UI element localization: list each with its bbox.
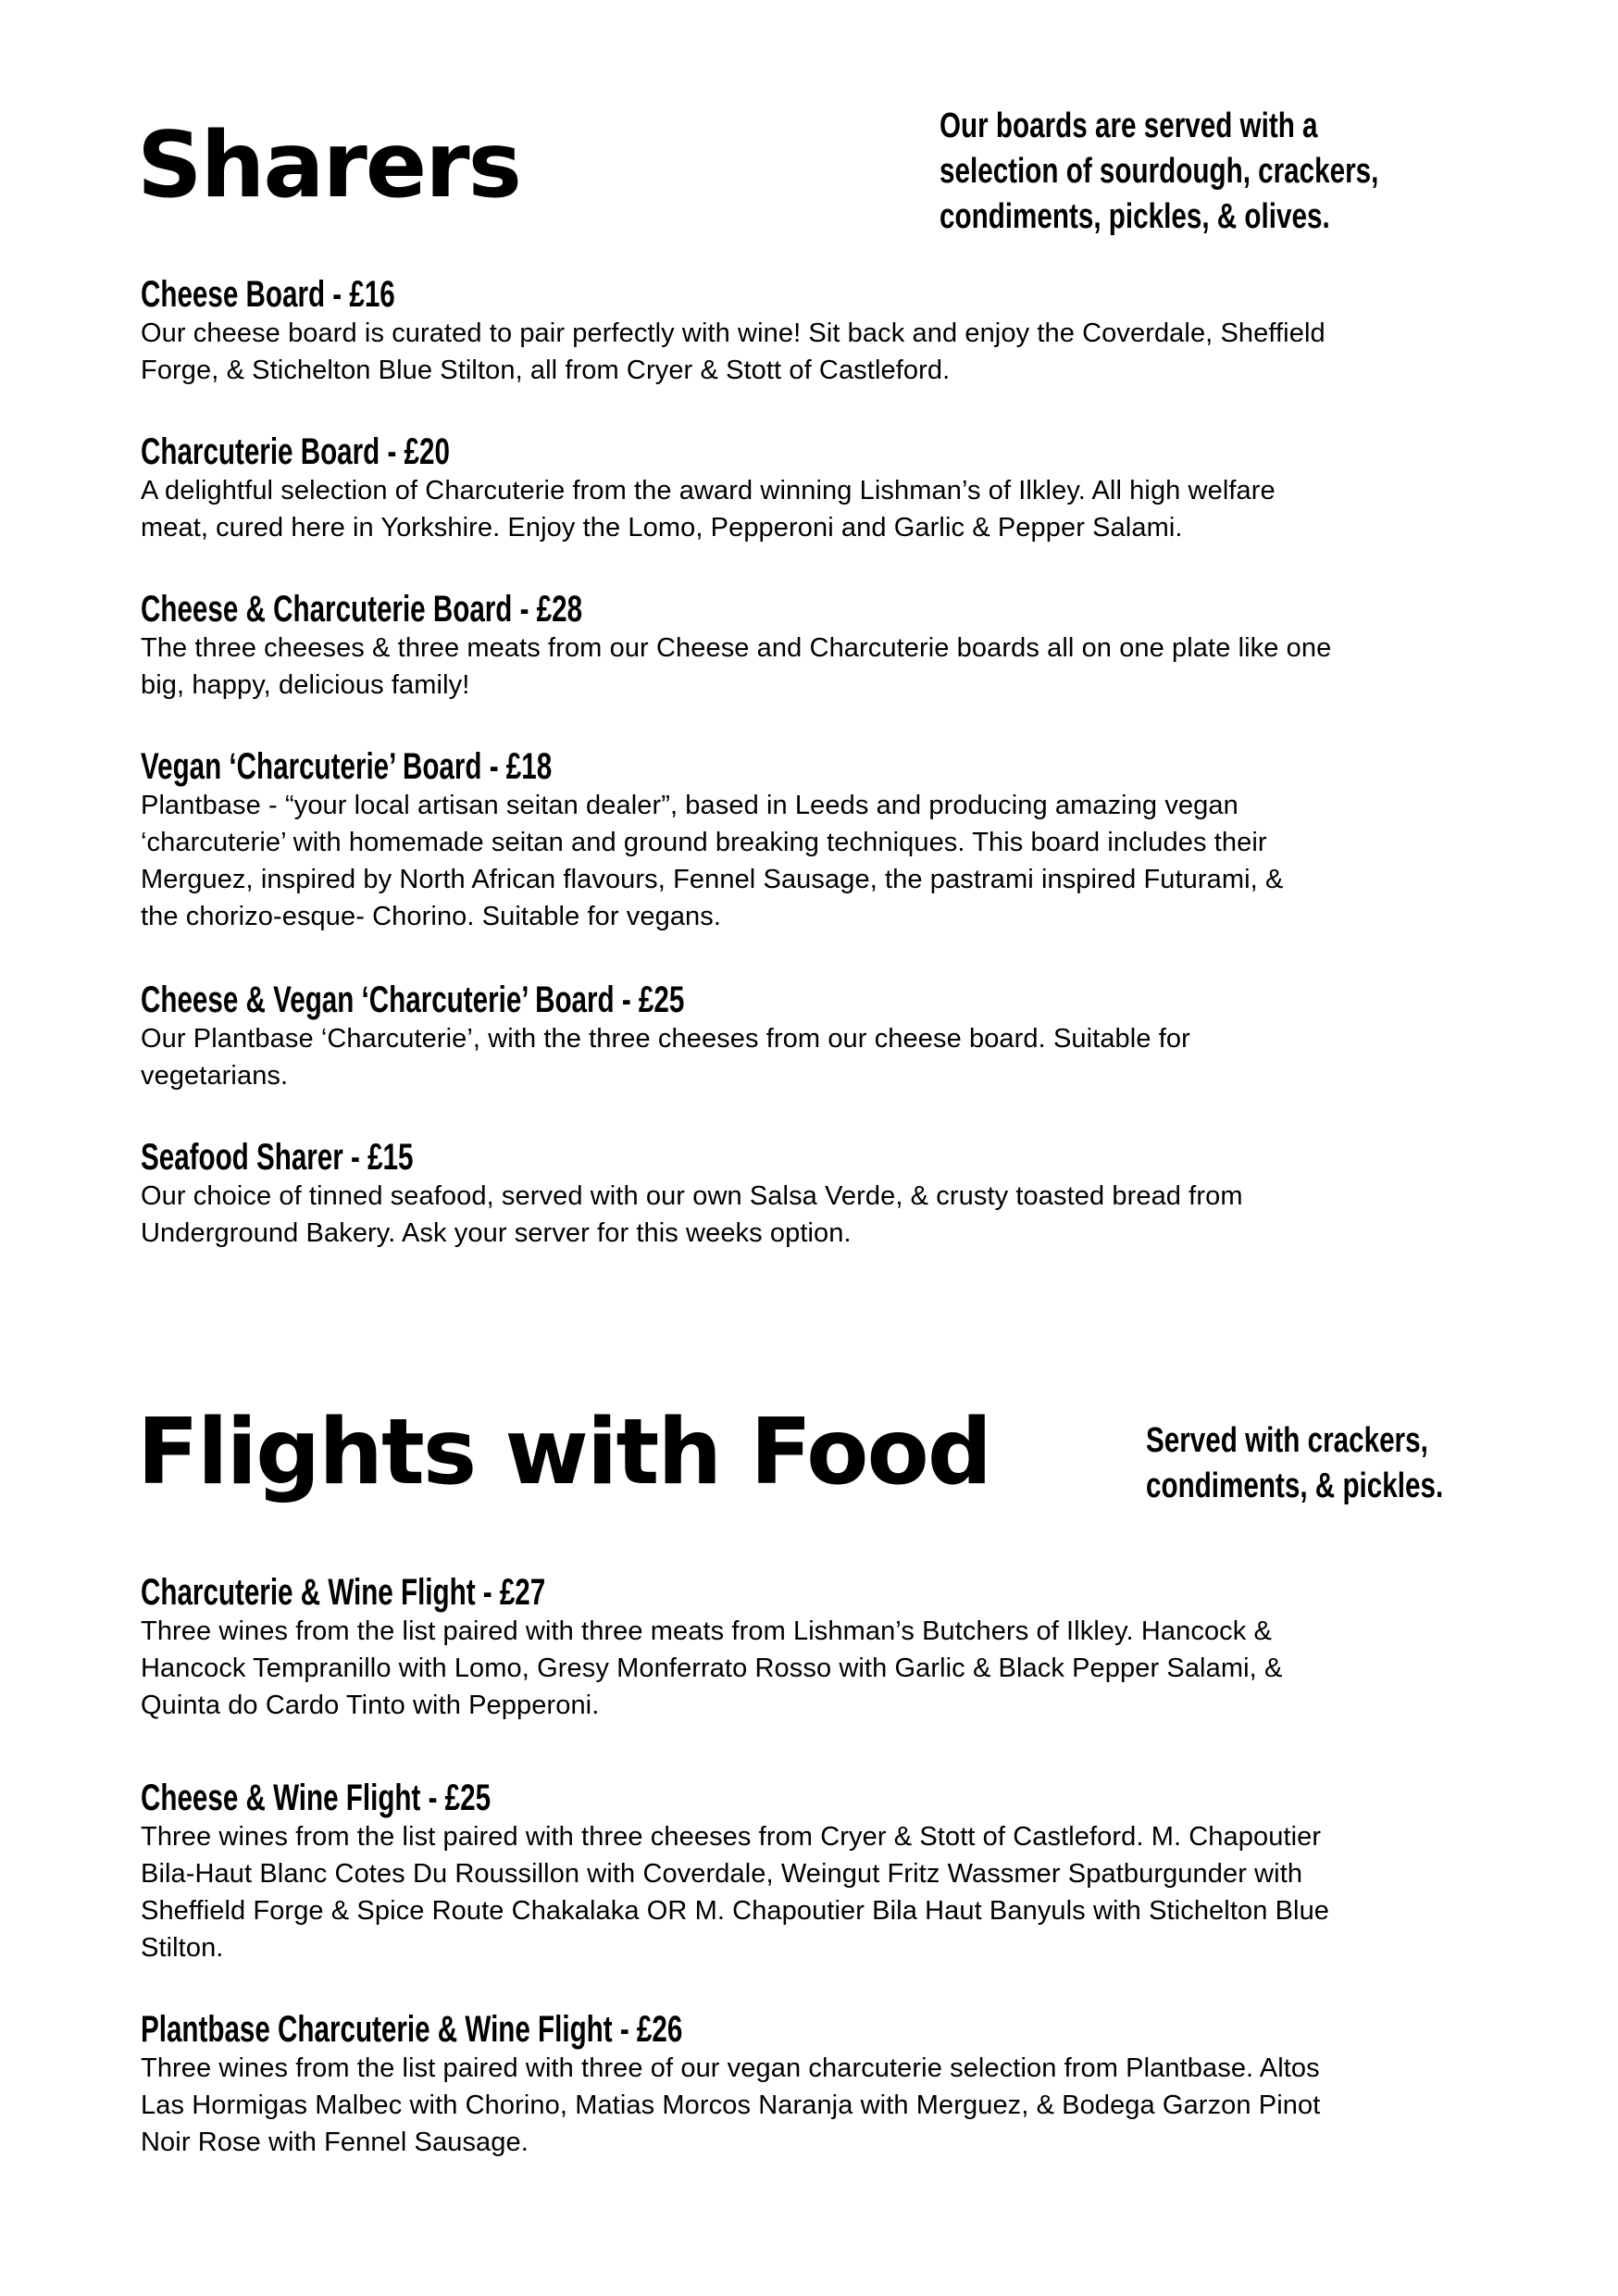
- desc-line: Our Plantbase ‘Charcuterie’, with the three cheeses from our cheese board. Suitable for: [141, 1024, 1190, 1054]
- menu-item-plantbase-wine-flight: [141, 2009, 1492, 2161]
- desc-line: Quinta do Cardo Tinto with Pepperoni.: [141, 1691, 600, 1720]
- item-description: [141, 472, 1492, 546]
- menu-item-cheese-vegan-charcuterie-board: [141, 980, 1492, 1094]
- menu-item-cheese-charcuterie-board: [141, 589, 1492, 704]
- item-title: Cheese Board - £16: [141, 274, 395, 315]
- item-description: [141, 315, 1492, 389]
- menu-item-charcuterie-board: [141, 431, 1492, 546]
- item-title: Charcuterie Board - £20: [141, 431, 450, 472]
- section-title-flights: Flights with Food: [137, 1400, 990, 1505]
- desc-line: Three wines from the list paired with three meats from Lishman’s Butchers of Ilkley. Hancock &: [141, 1616, 1272, 1646]
- desc-line: Noir Rose with Fennel Sausage.: [141, 2128, 529, 2157]
- desc-line: Forge, & Stichelton Blue Stilton, all from Cryer & Stott of Castleford.: [141, 356, 951, 385]
- item-description: [141, 1613, 1492, 1724]
- section-title-sharers: Sharers: [137, 113, 520, 218]
- desc-line: The three cheeses & three meats from our Cheese and Charcuterie boards all on one plate like one: [141, 633, 1332, 663]
- desc-line: the chorizo-esque- Chorino. Suitable for vegans.: [141, 902, 722, 931]
- desc-line: Las Hormigas Malbec with Chorino, Matias Morcos Naranja with Merguez, & Bodega Garzon Pinot: [141, 2090, 1321, 2120]
- desc-line: Sheffield Forge & Spice Route Chakalaka OR M. Chapoutier Bila Haut Banyuls with Stichelton Blue: [141, 1896, 1330, 1926]
- note-line: condiments, pickles, & olives.: [940, 197, 1330, 236]
- menu-item-cheese-board: [141, 274, 1492, 389]
- menu-item-charcuterie-wine-flight: [141, 1572, 1492, 1724]
- note-line: selection of sourdough, crackers,: [940, 152, 1379, 191]
- item-description: [141, 630, 1492, 704]
- menu-item-cheese-wine-flight: [141, 1778, 1492, 1966]
- desc-line: Merguez, inspired by North African flavours, Fennel Sausage, the pastrami inspired Futurami, &: [141, 865, 1284, 894]
- note-line: Served with crackers,: [1146, 1421, 1428, 1460]
- item-title: Plantbase Charcuterie & Wine Flight - £26: [141, 2009, 683, 2050]
- desc-line: big, happy, delicious family!: [141, 670, 470, 700]
- item-title: Cheese & Wine Flight - £25: [141, 1778, 492, 1818]
- section-note-flights: [1146, 1418, 1443, 1509]
- item-title: Seafood Sharer - £15: [141, 1137, 414, 1178]
- item-description: [141, 1178, 1492, 1252]
- item-title: Vegan ‘Charcuterie’ Board - £18: [141, 746, 553, 787]
- desc-line: Our cheese board is curated to pair perfectly with wine! Sit back and enjoy the Coverdale, Sheffield: [141, 318, 1326, 348]
- desc-line: vegetarians.: [141, 1061, 289, 1091]
- item-description: [141, 787, 1492, 935]
- desc-line: Bila-Haut Blanc Cotes Du Roussillon with Coverdale, Weingut Fritz Wassmer Spatburgunder with: [141, 1859, 1303, 1889]
- note-line: condiments, & pickles.: [1146, 1466, 1444, 1505]
- item-description: [141, 1818, 1492, 1966]
- section-note-sharers: [940, 104, 1378, 240]
- desc-line: Three wines from the list paired with three cheeses from Cryer & Stott of Castleford. M. Chapoutier: [141, 1822, 1322, 1852]
- item-description: [141, 1020, 1492, 1094]
- item-title: Cheese & Vegan ‘Charcuterie’ Board - £25: [141, 980, 685, 1020]
- desc-line: A delightful selection of Charcuterie from the award winning Lishman’s of Ilkley. All high welfare: [141, 476, 1276, 505]
- desc-line: Hancock Tempranillo with Lomo, Gresy Monferrato Rosso with Garlic & Black Pepper Salami, &: [141, 1653, 1283, 1683]
- menu-item-seafood-sharer: [141, 1137, 1492, 1252]
- desc-line: meat, cured here in Yorkshire. Enjoy the Lomo, Pepperoni and Garlic & Pepper Salami.: [141, 513, 1183, 543]
- menu-item-vegan-charcuterie-board: [141, 746, 1492, 935]
- desc-line: Three wines from the list paired with three of our vegan charcuterie selection from Plantbase. Altos: [141, 2053, 1320, 2083]
- desc-line: ‘charcuterie’ with homemade seitan and ground breaking techniques. This board includes their: [141, 828, 1267, 857]
- item-description: [141, 2050, 1492, 2161]
- desc-line: Stilton.: [141, 1933, 224, 1963]
- desc-line: Underground Bakery. Ask your server for this weeks option.: [141, 1218, 852, 1248]
- desc-line: Plantbase - “your local artisan seitan dealer”, based in Leeds and producing amazing vegan: [141, 791, 1238, 820]
- item-title: Cheese & Charcuterie Board - £28: [141, 589, 583, 630]
- desc-line: Our choice of tinned seafood, served with our own Salsa Verde, & crusty toasted bread from: [141, 1181, 1243, 1211]
- note-line: Our boards are served with a: [940, 106, 1318, 145]
- item-title: Charcuterie & Wine Flight - £27: [141, 1572, 546, 1613]
